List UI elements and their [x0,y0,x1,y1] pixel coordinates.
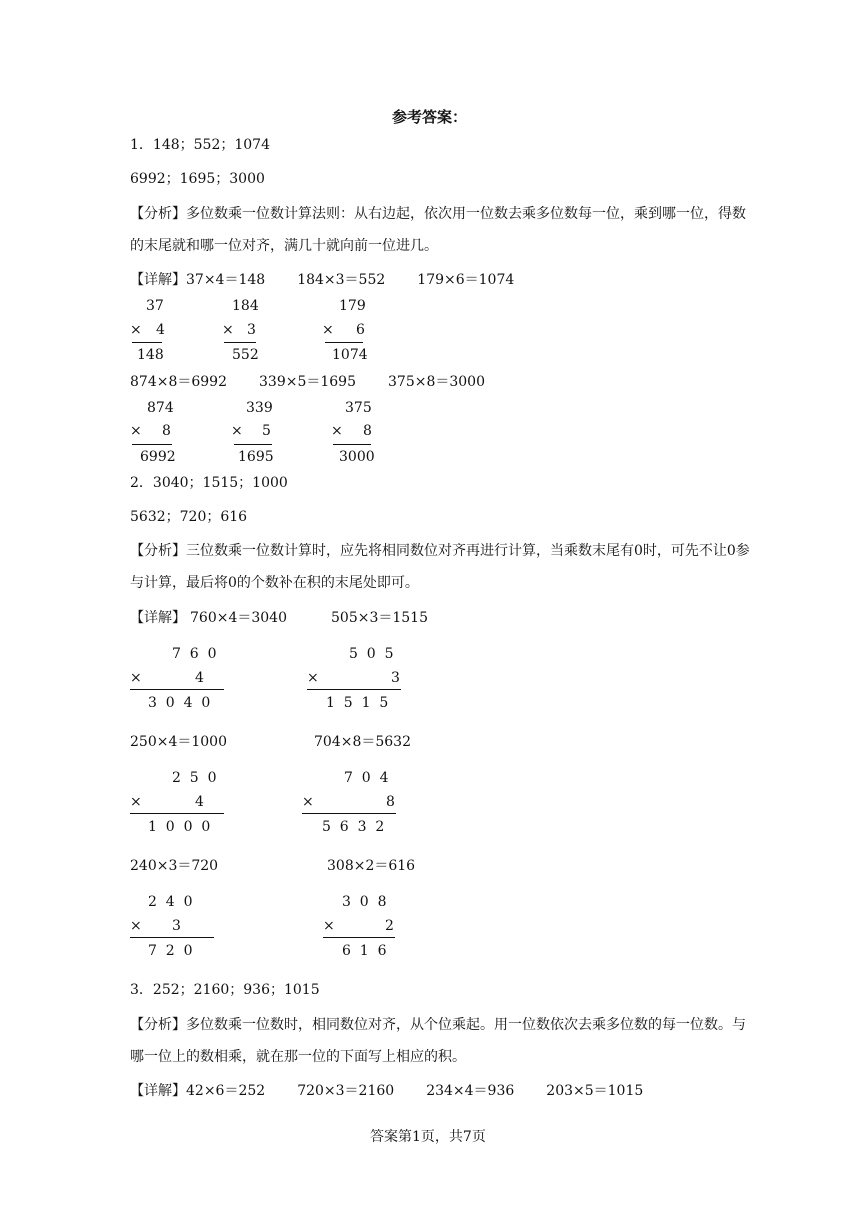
page-title: 参考答案： [392,108,468,126]
multiply-sign: × [130,918,142,934]
equation: 184×3＝552 [297,272,386,288]
vertical-line [130,813,224,814]
vertical-line [325,342,363,343]
multiply-sign: × [231,423,243,439]
q2-analysis: 【分析】三位数乘一位数计算时，应先将相同数位对齐再进行计算，当乘数末尾有0时，可先不让0参与计算，最后将0的个数补在积的末尾处即可。 [130,543,750,591]
detail-prefix: 【详解】 [130,272,186,288]
vertical-result: 1 0 0 0 [148,819,211,835]
equation: 375×8＝3000 [388,374,485,390]
vertical-top: 339 [246,400,273,416]
vertical-line [302,813,396,814]
vertical-result: 552 [232,347,259,363]
q3-answer-line1: 3．252；2160；936；1015 [130,982,320,998]
vertical-multiplier: 3 [172,918,181,934]
vertical-multiplier: 4 [156,322,165,338]
q2-detail-prefix: 【详解】 [130,610,186,626]
page-footer: 答案第1页，共7页 [370,1129,486,1145]
vertical-result: 148 [137,347,164,363]
vertical-result: 1695 [238,449,274,465]
vertical-line [224,342,256,343]
vertical-top: 2 5 0 [172,770,217,786]
vertical-line [132,444,172,445]
equation: 203×5＝1015 [546,1083,644,1099]
multiply-sign: × [130,794,142,810]
vertical-multiplier: 4 [195,670,204,686]
vertical-top: 375 [345,400,372,416]
vertical-multiplier: 3 [391,670,400,686]
q1-answer-line1: 1．148；552；1074 [130,137,270,153]
multiply-sign: × [130,423,142,439]
q3-detail [130,1082,675,1100]
vertical-top: 7 0 4 [344,770,389,786]
multiply-sign: × [222,322,234,338]
vertical-multiplier: 3 [247,322,256,338]
vertical-result: 6 1 6 [342,943,387,959]
vertical-multiplier: 8 [162,423,171,439]
detail-prefix: 【详解】 [130,1083,186,1099]
equation: 234×4＝936 [426,1083,515,1099]
q2-answer-line1: 2．3040；1515；1000 [130,475,288,491]
equation: 704×8＝5632 [314,734,411,750]
vertical-line [234,444,272,445]
multiply-sign: × [322,322,334,338]
equation: 240×3＝720 [130,858,219,874]
vertical-result: 3000 [339,449,375,465]
vertical-top: 874 [147,400,174,416]
vertical-line [132,342,162,343]
q1-detail-row2 [130,373,517,391]
vertical-line [323,937,395,938]
equation: 42×6＝252 [186,1083,266,1099]
vertical-line [307,689,401,690]
q1-answer-line2: 6992；1695；3000 [130,171,265,187]
vertical-result: 6992 [140,449,176,465]
vertical-multiplier: 6 [356,322,365,338]
vertical-multiplier: 4 [195,794,204,810]
multiply-sign: × [331,423,343,439]
vertical-top: 3 0 8 [342,894,387,910]
vertical-result: 7 2 0 [148,943,193,959]
multiply-sign: × [302,794,314,810]
multiply-sign: × [130,670,142,686]
vertical-top: 7 6 0 [172,646,217,662]
vertical-top: 2 4 0 [148,894,193,910]
equation: 874×8＝6992 [130,374,227,390]
vertical-multiplier: 5 [262,423,271,439]
multiply-sign: × [130,322,142,338]
vertical-line [333,444,371,445]
q1-analysis: 【分析】多位数乘一位数计算法则：从右边起，依次用一位数去乘多位数每一位，乘到哪一位，得数的末尾就和哪一位对齐，满几十就向前一位进几。 [130,206,746,254]
vertical-result: 3 0 4 0 [148,695,211,711]
equation: 37×4＝148 [186,272,266,288]
vertical-result: 1074 [332,347,368,363]
equation: 720×3＝2160 [297,1083,395,1099]
equation: 250×4＝1000 [130,734,227,750]
vertical-top: 184 [232,298,259,314]
equation: 339×5＝1695 [259,374,356,390]
vertical-line [130,937,214,938]
vertical-multiplier: 2 [385,918,394,934]
multiply-sign: × [323,918,335,934]
vertical-result: 5 6 3 2 [322,819,385,835]
equation: 760×4＝3040 [190,610,287,626]
q1-detail-row1 [130,271,546,289]
equation: 308×2＝616 [327,858,416,874]
equation: 505×3＝1515 [331,610,428,626]
vertical-multiplier: 8 [363,423,372,439]
q3-analysis: 【分析】多位数乘一位数时，相同数位对齐，从个位乘起。用一位数依次去乘多位数的每一位数。与哪一位上的数相乘，就在那一位的下面写上相应的积。 [130,1017,746,1065]
q2-answer-line2: 5632；720；616 [130,509,248,525]
equation: 179×6＝1074 [417,272,515,288]
multiply-sign: × [307,670,319,686]
vertical-top: 37 [146,298,164,314]
vertical-multiplier: 8 [386,794,395,810]
vertical-result: 1 5 1 5 [326,695,389,711]
vertical-line [130,689,224,690]
vertical-top: 5 0 5 [349,646,394,662]
vertical-top: 179 [339,298,366,314]
